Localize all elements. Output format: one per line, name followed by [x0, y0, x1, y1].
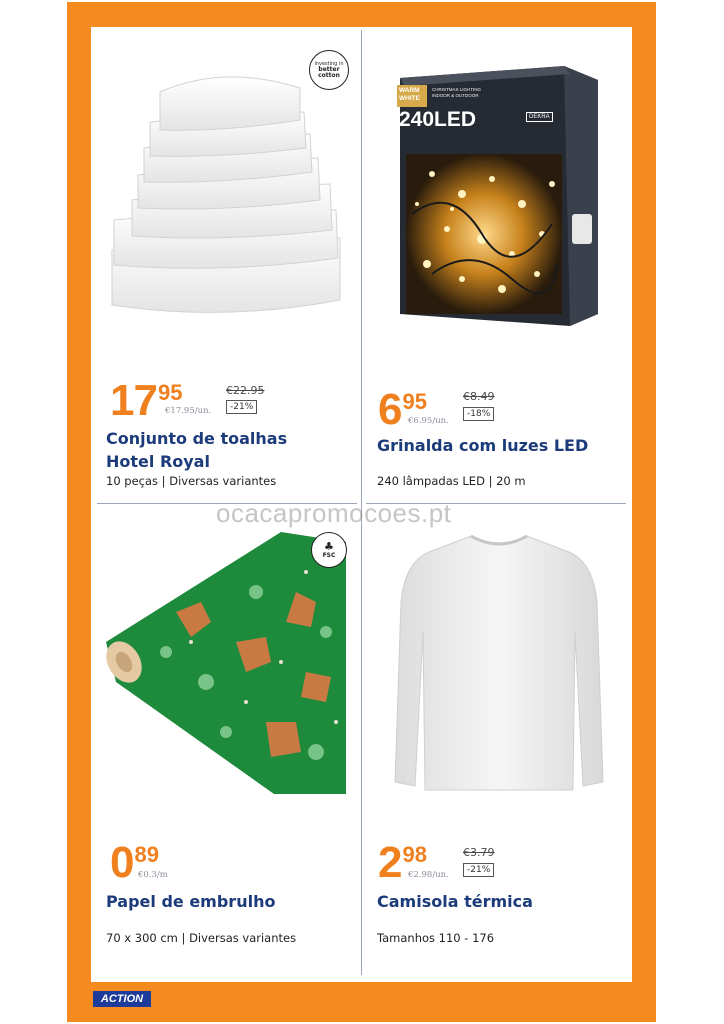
badge-text: ♣ FSC	[322, 540, 336, 559]
product-subtitle: 10 peças | Diversas variantes	[106, 474, 277, 488]
product-subtitle: 240 lâmpadas LED | 20 m	[377, 474, 526, 488]
dekra-mark: DEKRA	[526, 112, 553, 122]
box-small-text: CHRISTMAS LIGHTING INDOOR & OUTDOOR	[432, 87, 482, 98]
better-cotton-badge	[309, 50, 349, 90]
product-title[interactable]	[106, 890, 275, 913]
old-price: €3.79	[463, 846, 495, 859]
product-title[interactable]	[377, 434, 588, 457]
title-line-1: Camisola térmica	[377, 892, 533, 911]
fsc-badge	[311, 532, 347, 568]
product-subtitle: Tamanhos 110 - 176	[377, 931, 495, 945]
price-integer: 0	[110, 838, 134, 887]
old-price: €8.49	[463, 390, 495, 403]
title-line-1: Conjunto de toalhas	[106, 429, 288, 448]
product-title[interactable]	[377, 890, 533, 913]
discount-badge: -21%	[226, 400, 257, 414]
title-line-1: Grinalda com luzes LED	[377, 436, 589, 455]
unit-price: €6.95/un.	[408, 416, 449, 426]
title-line-1: Papel de embrulho	[106, 892, 276, 911]
price-decimal: 95	[402, 389, 427, 414]
unit-price: €2.98/un.	[408, 870, 449, 880]
product-subtitle: 70 x 300 cm | Diversas variantes	[106, 931, 297, 945]
watermark-text: ocacapromocoes.pt	[216, 498, 452, 528]
price-decimal: 98	[402, 842, 427, 867]
unit-price: €17.95/un.	[165, 406, 212, 416]
badge-text: investing in better cotton	[314, 61, 344, 79]
unit-price: €0.3/m	[138, 870, 168, 880]
towels-image	[104, 60, 349, 325]
price-integer: 6	[378, 385, 402, 434]
product-title[interactable]	[106, 427, 287, 473]
wrapping-paper-image	[106, 532, 346, 797]
price-decimal: 89	[134, 842, 159, 867]
box-main-label: 240LED	[399, 108, 477, 131]
price-integer: 2	[378, 838, 402, 887]
old-price: €22.95	[226, 384, 265, 397]
title-line-2: Hotel Royal	[106, 452, 210, 471]
price-integer: 17	[110, 376, 157, 425]
warm-white-tag: WARM WHITE	[397, 85, 427, 107]
discount-badge: -21%	[463, 863, 494, 877]
thermal-shirt-image	[393, 532, 605, 794]
discount-badge: -18%	[463, 407, 494, 421]
action-logo[interactable]: ACTION	[93, 991, 151, 1007]
tree-icon: ♣	[324, 540, 334, 553]
price-decimal: 95	[157, 380, 183, 405]
